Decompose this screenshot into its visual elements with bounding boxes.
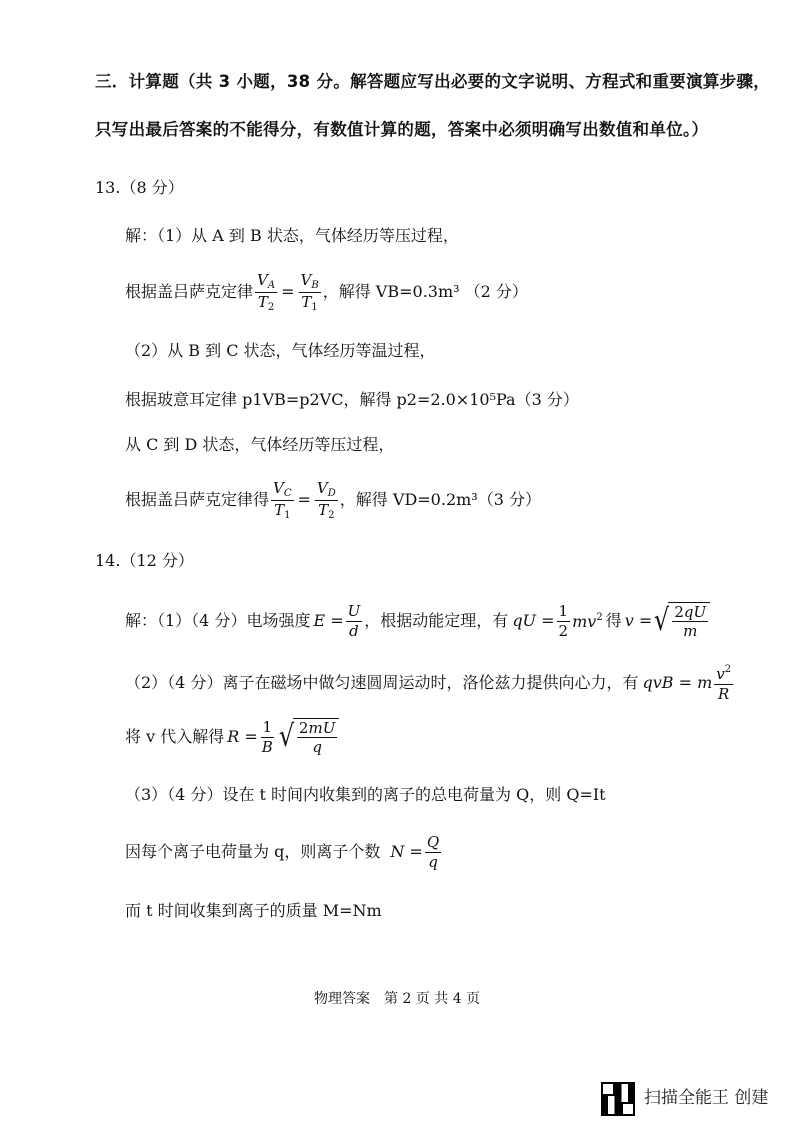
q14-l5-text: 因每个离子电荷量为 q，则离子个数 [125,842,381,861]
q13-l1-text: 解：（1）从 A 到 B 状态，气体经历等压过程， [125,226,459,245]
q14-line4: （3）（4 分）设在 t 时间内收集到的离子的总电荷量为 Q，则 Q=It [125,785,606,804]
q13-title: 13.（8 分） [95,178,184,197]
q14-l1-c: 得 [605,611,622,630]
fraction-v2-r: $\frac{v^2}{R}$ [716,664,732,703]
q14-l2-text: （2）（4 分）离子在磁场中做匀速圆周运动时，洛伦兹力提供向心力，有 [125,673,639,692]
q13-l6-pre: 根据盖吕萨克定律得 [125,490,270,509]
fraction-vc-t1: $\frac{V_C}{T_1}$ [273,478,292,521]
q13-l6-post: ，解得 VD=0.2m³（3 分） [339,490,541,509]
q14-l1-a: 解：（1）（4 分）电场强度 [125,611,311,630]
fraction-q-q: $\frac{Q}{q}$ [426,833,440,871]
fraction-vd-t2: $\frac{V_D}{T_2}$ [316,478,336,521]
page-footer: 物理答案 第 2 页 共 4 页 [314,991,481,1007]
sqrt-2qu-m: √ $\frac{2qU}{m}$ [652,602,710,640]
fraction-1-b: $\frac{1}{B}$ [261,718,273,756]
scanner-watermark: 扫描全能王 创建 [644,1088,769,1108]
q13-line4: 根据玻意耳定律 p1VB=p2VC，解得 p2=2.0×10⁵Pa（3 分） [125,390,579,409]
fraction-vb-t1: $\frac{V_B}{T_1}$ [300,270,319,313]
q14-l1-b: ，根据动能定理，有 [364,611,509,630]
sqrt-2mu-q: √ $\frac{2mU}{q}$ [277,718,340,756]
q14-title: 14.（12 分） [95,551,194,570]
q14-line6: 而 t 时间收集到离子的质量 M=Nm [125,901,382,920]
q13-line3: （2）从 B 到 C 状态，气体经历等温过程， [125,341,436,360]
q13-line5: 从 C 到 D 状态，气体经历等压过程， [125,435,395,454]
fraction-u-d: $\frac{U}{d}$ [347,602,361,640]
q14-line3: 将 v 代入解得 R = $\frac{1}{B}$ √ $\frac{2mU}{q}$ [125,712,339,762]
qr-code-icon [601,1082,635,1116]
section-heading-line2: 只写出最后答案的不能得分，有数值计算的题，答案中必须明确写出数值和单位。） [95,120,709,139]
q14-line2: （2）（4 分）离子在磁场中做匀速圆周运动时，洛伦兹力提供向心力，有 qvB = m $\frac{v^2}{R}$ [125,664,732,703]
q13-line1 [125,228,459,244]
q13-l2-post: ，解得 VB=0.3m³ （2 分） [322,282,528,301]
q13-line2: 根据盖吕萨克定律 $\frac{V_A}{T_2}$ = $\frac{V_B}{T_1}$ ，解得 VB=0.3m³ （2 分） [125,270,528,313]
q14-line5: 因每个离子电荷量为 q，则离子个数 N = $\frac{Q}{q}$ [125,833,440,871]
section-heading-line1: 三．计算题（共 3 小题，38 分。解答题应写出必要的文字说明、方程式和重要演算步骤， [95,72,771,91]
fraction-one-half: $\frac{1}{2}$ [558,602,569,640]
q13-line6: 根据盖吕萨克定律得 $\frac{V_C}{T_1}$ = $\frac{V_D}{T_2}$ ，解得 VD=0.2m³（3 分） [125,478,541,521]
q14-line1: 解：（1）（4 分）电场强度 E = $\frac{U}{d}$ ，根据动能定理，有 qU = $\frac{1}{2}$ $mv^2$ 得 v = √ $\frac{2qU}{m}$ [125,598,710,644]
fraction-va-t2: $\frac{V_A}{T_2}$ [257,270,276,313]
q13-l2-pre: 根据盖吕萨克定律 [125,282,254,301]
q14-l3-text: 将 v 代入解得 [125,727,225,746]
